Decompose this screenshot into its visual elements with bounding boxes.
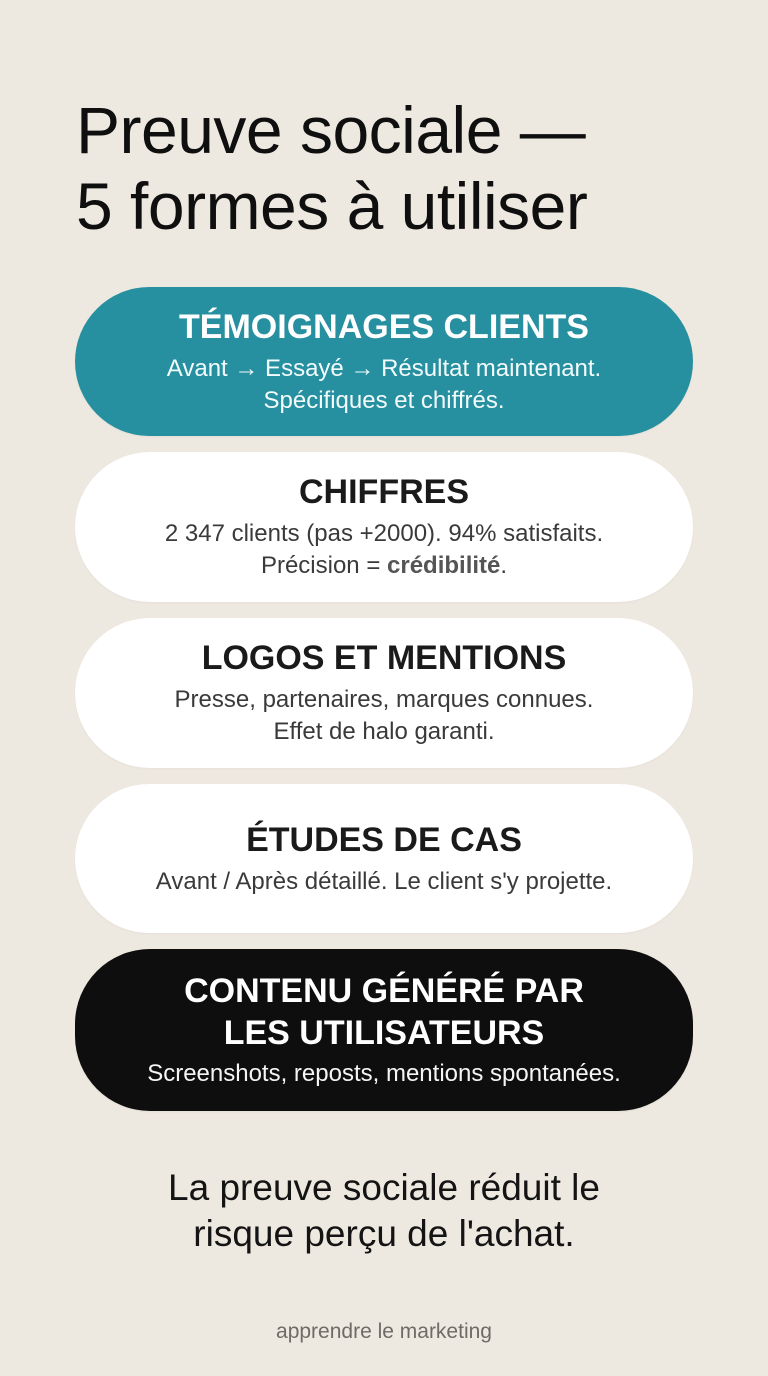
- card-heading: [184, 970, 584, 1054]
- card-heading: LOGOS ET MENTIONS: [201, 639, 567, 677]
- card-description: [165, 518, 603, 582]
- card-etudes-de-cas: [75, 784, 693, 933]
- card-description: [156, 866, 612, 898]
- page-title-line-2: 5 formes à utiliser: [76, 169, 588, 243]
- card-description-line-1: Avant / Après détaillé. Le client s'y projette.: [155, 867, 613, 895]
- card-contenu-genere-par-les-utilisateurs: [75, 949, 693, 1111]
- card-heading-line-2: LES UTILISATEURS: [223, 1014, 545, 1052]
- card-description-line-1: 2 347 clients (pas +2000). 94% satisfaits.: [164, 520, 604, 547]
- card-description-emphasis: crédibilité: [387, 552, 501, 579]
- closing-statement-line-2: risque perçu de l'achat.: [193, 1213, 575, 1254]
- card-description-prefix: Précision =: [260, 552, 387, 579]
- card-description-line-2: Spécifiques et chiffrés.: [263, 386, 505, 414]
- card-description-line-2: Effet de halo garanti.: [273, 718, 495, 745]
- card-heading: CHIFFRES: [299, 473, 469, 511]
- card-description-suffix: .: [500, 552, 508, 579]
- card-description-line-1: Screenshots, reposts, mentions spontanées.: [147, 1060, 621, 1087]
- social-proof-list: [75, 287, 693, 1111]
- card-description-line-2: [165, 550, 603, 582]
- closing-statement-line-1: La preuve sociale réduit le: [168, 1167, 600, 1208]
- card-heading: ÉTUDES DE CAS: [246, 820, 522, 859]
- page-title-line-1: Preuve sociale —: [76, 93, 586, 167]
- card-description: [147, 1058, 621, 1090]
- card-heading: TÉMOIGNAGES CLIENTS: [179, 307, 589, 346]
- card-description-line-1: Avant → Essayé → Résultat maintenant.: [166, 354, 602, 382]
- brand-signature: apprendre le marketing: [276, 1320, 492, 1343]
- card-description-line-1: Presse, partenaires, marques connues.: [174, 686, 594, 713]
- card-heading-line-1: CONTENU GÉNÉRÉ PAR: [184, 972, 584, 1010]
- card-description: [167, 353, 601, 417]
- card-description: [175, 684, 594, 748]
- closing-statement: [84, 1165, 684, 1257]
- page-title: [76, 92, 716, 244]
- card-chiffres: [75, 452, 693, 602]
- card-logos-et-mentions: [75, 618, 693, 768]
- card-temoignages-clients: [75, 287, 693, 436]
